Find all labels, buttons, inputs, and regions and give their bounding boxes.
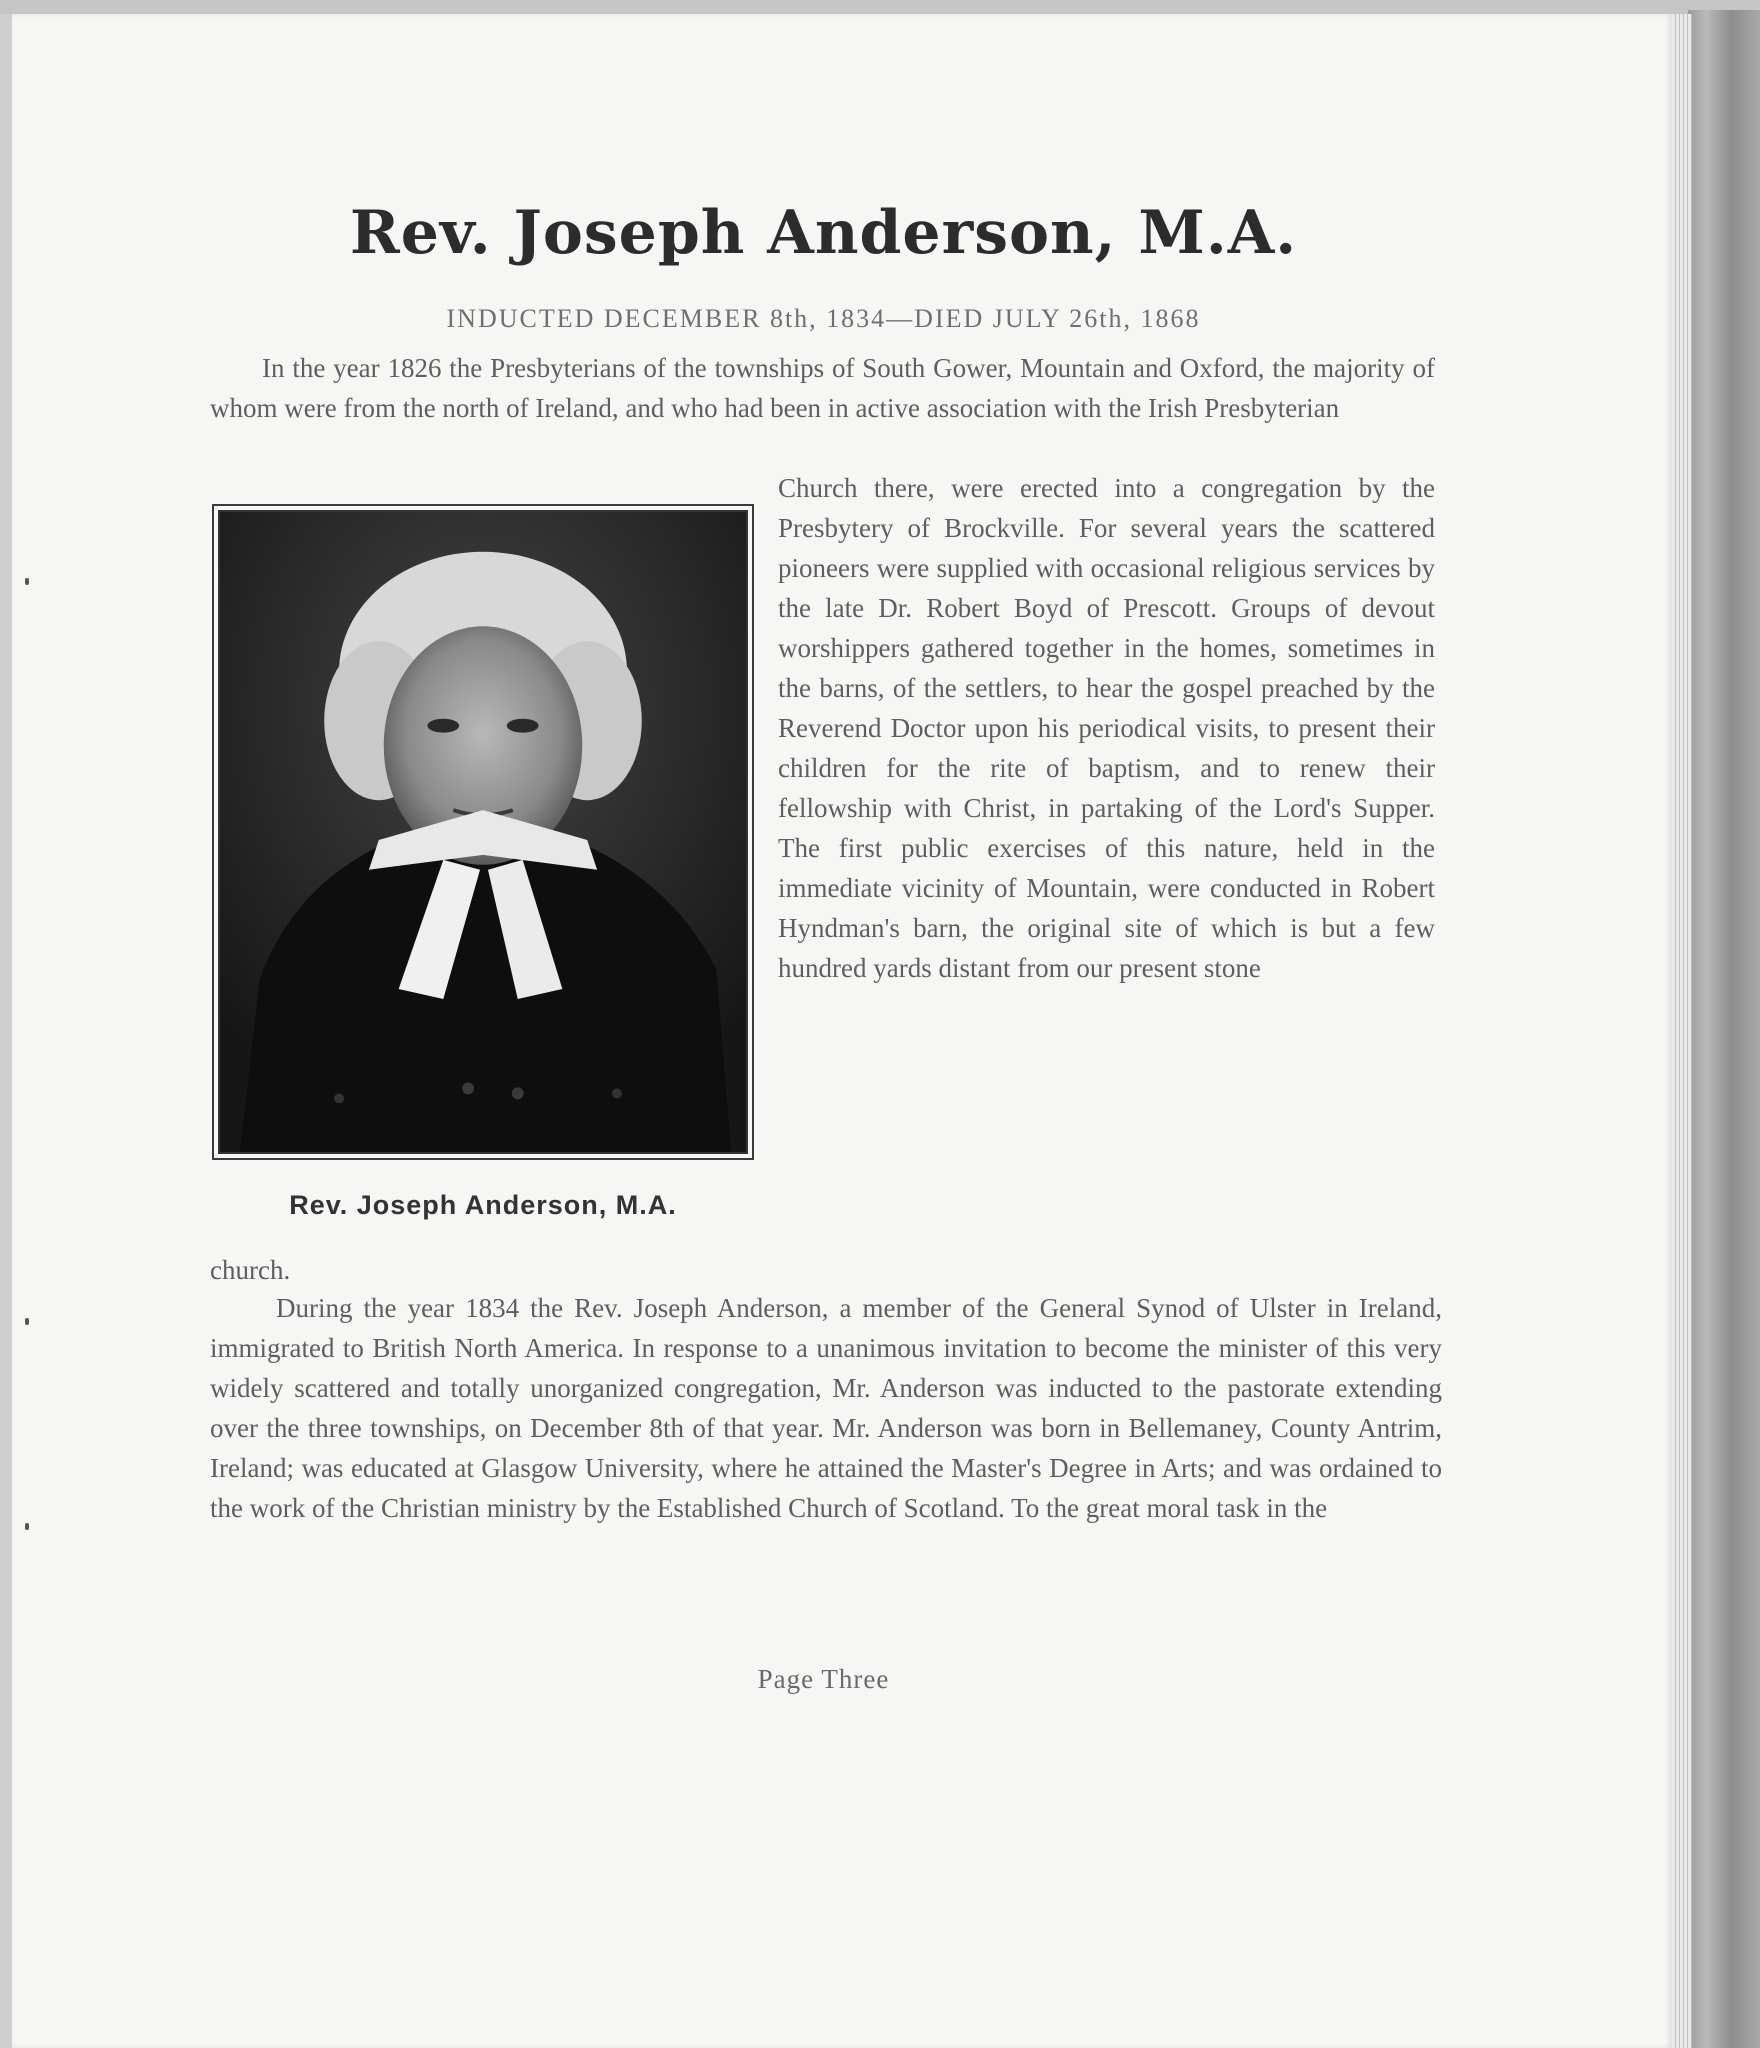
binding-dot: [25, 1318, 29, 1325]
portrait-caption: Rev. Joseph Anderson, M.A.: [289, 1190, 677, 1220]
page-number: Page Three: [757, 1664, 890, 1694]
paragraph-intro: In the year 1826 the Presbyterians of the townships of South Gower, Mountain and Oxford, the majority of whom were from the north of Ireland, and who had been in active association with the Irish Presbyterian: [210, 353, 1435, 423]
page-subtitle: INDUCTED DECEMBER 8th, 1834—DIED JULY 26th, 1868: [446, 304, 1201, 333]
binding-dot: [25, 1523, 29, 1530]
page-title: Rev. Joseph Anderson, M.A.: [349, 198, 1298, 268]
scan-top-edge: [0, 0, 1760, 14]
portrait-photo: [218, 510, 748, 1154]
binding-dot: [25, 578, 29, 585]
portrait-image: [220, 512, 746, 1152]
paragraph-beside-portrait: Church there, were erected into a congregation by the Presbytery of Brockville. For several years the scattered pioneers were supplied with occasional religious services by the late Dr. Robert Boyd of Prescott. Groups of devout worshippers gathered together in the homes, sometimes in the barns, of the settlers, to hear the gospel preached by the Reverend Doctor upon his periodical visits, to present their children for the rite of baptism, and to renew their fellowship with Christ, in partaking of the Lord's Supper. The first public exercises of this nature, held in the immediate vicinity of Mountain, were conducted in Robert Hyndman's barn, the original site of which is but a few hundred yards distant from our present stone: [778, 473, 1435, 983]
paragraph-continuation: church.: [210, 1255, 291, 1285]
book-spine: [1688, 10, 1760, 2048]
paragraph-anderson: During the year 1834 the Rev. Joseph Anderson, a member of the General Synod of Ulster in Ireland, immigrated to British North America. In response to a unanimous invitation to become the minister of this very widely scattered and totally unorganized congregation, Mr. Anderson was inducted to the pastorate extending over the three townships, on December 8th of that year. Mr. Anderson was born in Bellemaney, County Antrim, Ireland; was educated at Glasgow University, where he attained the Master's Degree in Arts; and was ordained to the work of the Christian ministry by the Established Church of Scotland. To the great moral task in the: [210, 1293, 1442, 1523]
